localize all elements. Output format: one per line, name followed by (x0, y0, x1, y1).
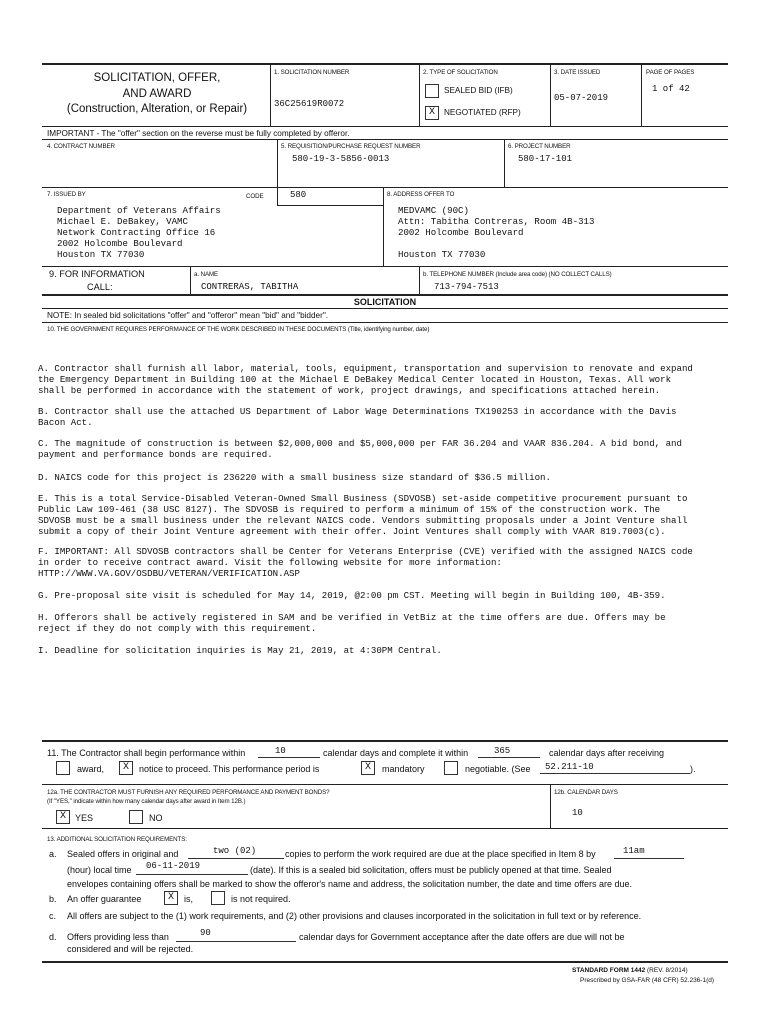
item13a-text-2: copies to perform the work required are due at the place specified in Item 8 by (285, 849, 596, 859)
issued-by-line: Houston TX 77030 (57, 249, 145, 260)
solicitation-number-value: 36C25619R0072 (274, 99, 345, 109)
divider (270, 64, 271, 126)
item13d-text-2: calendar days for Government acceptance after the date offers are due will not be (299, 932, 625, 942)
divider (419, 64, 420, 126)
item11-text-1: 11. The Contractor shall begin performance within (47, 748, 246, 758)
phone-value: 713-794-7513 (434, 282, 499, 292)
code-label: CODE (246, 193, 264, 200)
item11-begin-days: 10 (275, 746, 286, 756)
project-number-value: 580-17-101 (518, 154, 573, 164)
note-sealed-bid: NOTE: In sealed bid solicitations "offer" and "offeror" mean "bid" and "bidder". (47, 311, 329, 320)
mandatory-checkbox[interactable]: X (361, 761, 375, 775)
form-title-line-3: (Construction, Alteration, or Repair) (66, 103, 248, 115)
bonds-no-label: NO (149, 813, 163, 823)
paragraph-g: G. Pre-proposal site visit is scheduled for May 14, 2019, @2:00 pm CST. Meeting will begin in Building 100, 4B-359. (38, 590, 666, 601)
paragraph-h: H. Offerors shall be actively registered in SAM and be verified in VetBiz at the time offers are due. Offers may be reject if they do not comply with this requirement. (38, 612, 666, 634)
item11-text-2: calendar days and complete it within (323, 748, 469, 758)
form-title (48, 71, 266, 118)
issued-by-label: 7. ISSUED BY (47, 191, 86, 198)
guarantee-is-label: is, (184, 894, 193, 904)
rule (42, 187, 728, 188)
sealed-bid-label: SEALED BID (IFB) (444, 86, 513, 95)
paragraph-i: I. Deadline for solicitation inquiries is May 21, 2019, at 4:30PM Central. (38, 645, 442, 656)
bonds-yes-label: YES (75, 813, 94, 823)
guarantee-is-checkbox[interactable]: X (164, 891, 178, 905)
divider (190, 266, 191, 294)
item13a-text-3: (hour) local time (67, 865, 132, 875)
paragraph-d: D. NAICS code for this project is 236220 with a small business size standard of $36.5 million. (38, 472, 551, 483)
item12a-label: 12a. THE CONTRACTOR MUST FURNISH ANY REQUIRED PERFORMANCE AND PAYMENT BONDS? (47, 789, 330, 796)
due-date-value: 06-11-2019 (146, 861, 201, 871)
date-issued-value: 05-07-2019 (554, 93, 609, 103)
acceptance-days-value: 90 (200, 928, 211, 938)
form-revision: (REV. 8/2014) (647, 967, 688, 974)
page-of-pages-label: PAGE OF PAGES (646, 69, 695, 76)
top-rule (42, 63, 728, 65)
item13a-text-1: Sealed offers in original and (67, 849, 179, 859)
project-number-label: 6. PROJECT NUMBER (508, 143, 571, 150)
item13a-letter: a. (49, 849, 57, 859)
divider (641, 64, 642, 126)
address-offer-line: MEDVAMC (90C) (398, 205, 469, 216)
divider (383, 187, 384, 266)
item12b-value: 10 (572, 808, 583, 818)
item13d-letter: d. (49, 932, 57, 942)
issued-by-address (57, 205, 221, 260)
solicitation-type-label: 2. TYPE OF SOLICITATION (423, 69, 498, 76)
negotiated-checkbox[interactable]: X (425, 106, 439, 120)
negotiated-label: NEGOTIATED (RFP) (444, 108, 521, 117)
rule (42, 139, 728, 140)
divider (504, 139, 505, 187)
important-note: IMPORTANT - The "offer" section on the reverse must be fully completed by offeror. (47, 129, 350, 138)
form-title-line-2: AND AWARD (122, 87, 192, 100)
paragraph-f: F. IMPORTANT: All SDVOSB contractors shall be Center for Veterans Enterprise (CVE) verified with the assigned NAICS code in order to receive contract award. Visit the following website for more information: HTTP://WWW.VA.GOV/OSDBU/VETERAN/VERIFICATION.ASP (38, 546, 693, 579)
requisition-label: 5. REQUISITION/PURCHASE REQUEST NUMBER (281, 143, 421, 150)
rule (42, 294, 728, 296)
paragraph-c: C. The magnitude of construction is between $2,000,000 and $5,000,000 per FAR 36.204 and VAAR 836.204. A bid bond, and payment and performance bonds are required. (38, 438, 682, 460)
prescribed-by: Prescribed by GSA-FAR (48 CFR) 52.236-1(d) (580, 977, 715, 984)
date-issued-label: 3. DATE ISSUED (554, 69, 601, 76)
item13c-letter: c. (49, 911, 57, 921)
item11-complete-days: 365 (494, 746, 511, 756)
rule (42, 266, 728, 267)
rule (42, 126, 728, 127)
requisition-number: 580-19-3-5856-0013 (292, 154, 390, 164)
issued-by-line: Michael E. DeBakey, VAMC (57, 216, 188, 227)
paragraph-a: A. Contractor shall furnish all labor, material, tools, equipment, transportation and supervision to renovate and expand the Emergency Department in Building 100 at the Michael E DeBakey Medical Center located in Houston, Texas. All work shall be performed in accordance with the statement of work, project drawings, and specifications attached herein. (38, 363, 693, 396)
item11-begin-days-field[interactable] (258, 747, 320, 758)
sealed-bid-checkbox[interactable] (425, 84, 439, 98)
issued-by-line: 2002 Holcombe Boulevard (57, 238, 183, 249)
due-time-value: 11am (623, 846, 645, 856)
see-reference: 52.211-10 (545, 762, 594, 772)
address-offer-line: 2002 Holcombe Boulevard (398, 227, 524, 238)
address-offer-label: 8. ADDRESS OFFER TO (387, 191, 455, 198)
solicitation-number-label: 1. SOLICITATION NUMBER (274, 69, 350, 76)
rule (42, 740, 728, 742)
phone-label: b. TELEPHONE NUMBER (Include area code) (NO COLLECT CALLS) (423, 271, 612, 278)
notice-to-proceed-checkbox[interactable]: X (119, 761, 133, 775)
form-name: STANDARD FORM 1442 (572, 967, 646, 974)
acceptance-days-field[interactable] (176, 931, 296, 942)
address-offer-line: Houston TX 77030 (398, 249, 486, 260)
divider (550, 784, 551, 828)
negotiable-label: negotiable. (See (465, 764, 531, 774)
address-offer-block (398, 205, 594, 260)
info-call-label-2: CALL: (87, 282, 113, 292)
address-offer-line: Attn: Tabitha Contreras, Room 4B-313 (398, 216, 595, 227)
page-of-pages-value: 1 of 42 (652, 84, 690, 94)
item13a-text-5: envelopes containing offers shall be marked to show the offeror's name and address, the solicitation number, the date and time offers are due. (67, 879, 633, 889)
rule (42, 308, 728, 309)
item11-close: ). (690, 764, 696, 774)
bottom-rule (42, 961, 728, 963)
negotiable-checkbox[interactable] (444, 761, 458, 775)
name-value: CONTRERAS, TABITHA (201, 282, 299, 292)
info-call-label: 9. FOR INFORMATION (49, 269, 145, 279)
code-value: 580 (290, 190, 307, 200)
contract-number-label: 4. CONTRACT NUMBER (47, 143, 115, 150)
award-checkbox[interactable] (56, 761, 70, 775)
item13d-text-1: Offers providing less than (67, 932, 169, 942)
item13d-text-3: considered and will be rejected. (67, 944, 194, 954)
solicitation-heading: SOLICITATION (353, 297, 417, 307)
form-number (572, 967, 688, 974)
item13-label: 13. ADDITIONAL SOLICITATION REQUIREMENTS: (47, 836, 187, 843)
rule (277, 205, 383, 206)
divider (277, 187, 278, 205)
spacer (398, 238, 594, 249)
item11-text-3: calendar days after receiving (549, 748, 665, 758)
notice-to-proceed-label: notice to proceed. This performance period is (139, 764, 320, 774)
item13b-text: An offer guarantee (67, 894, 142, 904)
mandatory-label: mandatory (382, 764, 425, 774)
divider (550, 64, 551, 126)
guarantee-not-label: is not required. (231, 894, 291, 904)
paragraph-b: B. Contractor shall use the attached US Department of Labor Wage Determinations TX190253 in accordance with the Davis Bacon Act. (38, 406, 677, 428)
item13b-letter: b. (49, 894, 57, 904)
rule (42, 828, 728, 829)
guarantee-not-checkbox[interactable] (211, 891, 225, 905)
issued-by-line: Network Contracting Office 16 (57, 227, 216, 238)
name-label: a. NAME (194, 271, 219, 278)
item12a-sublabel: (If "YES," indicate within how many calendar days after award in Item 12B.) (47, 798, 246, 805)
rule (42, 784, 728, 785)
form-title-line-1: SOLICITATION, OFFER, (93, 72, 221, 84)
bonds-no-checkbox[interactable] (129, 810, 143, 824)
bonds-yes-checkbox[interactable]: X (56, 810, 70, 824)
item13c-text: All offers are subject to the (1) work requirements, and (2) other provisions and clauses incorporated in the solicitation in full text or by reference. (67, 911, 642, 921)
paragraph-e: E. This is a total Service-Disabled Veteran-Owned Small Business (SDVOSB) set-aside competitive procurement pursuant to Public Law 109-461 (38 USC 8127). The SDVOSB is required to perform a minimum of 15% of the construction work. The SDVOSB must be a small business under the relevant NAICS code. Vendors submitting proposals under a Joint Venture shall submit a copy of their Joint Venture agreement with their offer. Joint Ventures shall comply with VAAR 819.7003(c). (38, 493, 688, 537)
item10-label: 10. THE GOVERNMENT REQUIRES PERFORMANCE OF THE WORK DESCRIBED IN THESE DOCUMENTS (Title, identifying number, date) (47, 326, 430, 333)
item12b-label: 12b. CALENDAR DAYS (554, 789, 618, 796)
divider (277, 139, 278, 187)
issued-by-line: Department of Veterans Affairs (57, 205, 221, 216)
rule (42, 322, 728, 323)
item13a-text-4: (date). If this is a sealed bid solicitation, offers must be publicly opened at that time. Sealed (250, 865, 612, 875)
divider (419, 266, 420, 294)
copies-value: two (02) (213, 846, 257, 856)
award-label: award, (77, 764, 105, 774)
